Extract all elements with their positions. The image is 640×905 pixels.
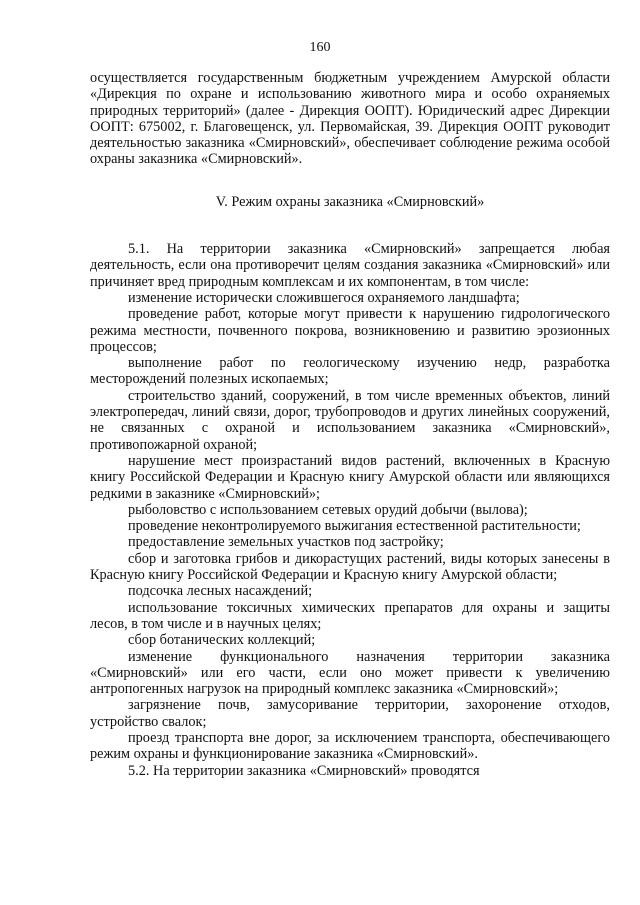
page-number: 160 xyxy=(309,40,331,55)
list-item: строительство зданий, сооружений, в том числе временных объектов, линий электропередач, линий связи, дорог, трубопроводов и других линейных сооружений, не связанных с охраной и использованием заказника «Смирновский», противопожарной охраной; xyxy=(90,387,610,453)
list-item: проезд транспорта вне дорог, за исключением транспорта, обеспечивающего режим охраны и функционирование заказника «Смирновский». xyxy=(90,729,610,763)
prohibitions-list xyxy=(90,290,610,763)
list-item: использование токсичных химических препаратов для охраны и защиты лесов, в том числе и в научных целях; xyxy=(90,599,610,632)
list-item: нарушение мест произрастаний видов растений, включенных в Красную книгу Российской Федерации и Красную книгу Амурской области или являющихся редкими в заказнике «Смирновский»; xyxy=(90,452,610,502)
document-body xyxy=(90,70,610,779)
list-item: выполнение работ по геологическому изучению недр, разработка месторождений полезных ископаемых; xyxy=(90,355,610,388)
clause-5-1: 5.1. На территории заказника «Смирновский» запрещается любая деятельность, если она противоречит целям создания заказника «Смирновский» или причиняет вред природным комплексам и их компонентам, в том числе: xyxy=(90,241,610,290)
list-item: сбор и заготовка грибов и дикорастущих растений, виды которых занесены в Красную книгу Российской Федерации и Красную книгу Амурской области; xyxy=(90,550,610,584)
list-item: подсочка лесных насаждений; xyxy=(128,583,313,600)
list-item: рыболовство с использованием сетевых орудий добычи (вылова); xyxy=(128,501,528,518)
clause-5-2: 5.2. На территории заказника «Смирновский» проводятся xyxy=(128,762,480,779)
list-item: изменение исторически сложившегося охраняемого ландшафта; xyxy=(128,289,520,306)
list-item: загрязнение почв, замусоривание территории, захоронение отходов, устройство свалок; xyxy=(90,697,610,730)
list-item: сбор ботанических коллекций; xyxy=(128,632,316,649)
section-heading: V. Режим охраны заказника «Смирновский» xyxy=(215,193,485,210)
list-item: проведение неконтролируемого выжигания естественной растительности; xyxy=(128,518,581,535)
list-item: проведение работ, которые могут привести к нарушению гидрологического режима местности, почвенного покрова, возникновению и развитию эрозионных процессов; xyxy=(90,306,610,355)
intro-paragraph: осуществляется государственным бюджетным учреждением Амурской области «Дирекция по охране и использованию животного мира и особо охраняемых природных территорий» (далее - Дирекция ООПТ). Юридический адрес Дирекции ООПТ: 675002, г. Благовещенск, ул. Первомайская, 39. Дирекция ООПТ руководит деятельностью заказника «Смирновский», обеспечивает соблюдение режима особой охраны заказника «Смирновский». xyxy=(90,70,610,168)
list-item: предоставление земельных участков под застройку; xyxy=(128,534,444,551)
list-item: изменение функционального назначения территории заказника «Смирновский» или его части, если оно может привести к увеличению антропогенных нагрузок на природный комплекс заказника «Смирновский»; xyxy=(90,648,610,698)
